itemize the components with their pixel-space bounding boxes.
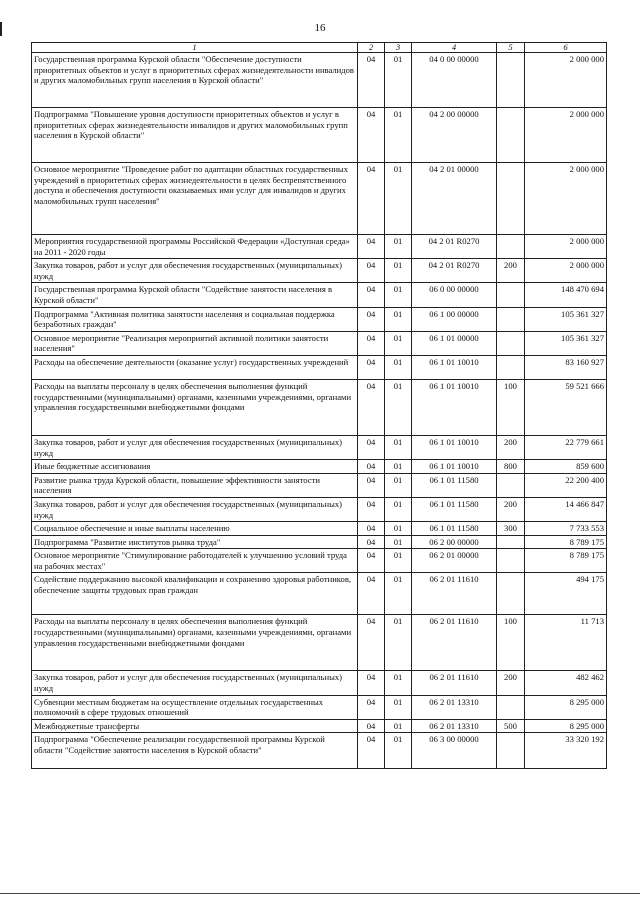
column-header: 4 xyxy=(412,43,497,53)
cell-pr: 01 xyxy=(385,163,412,235)
cell-pr: 01 xyxy=(385,695,412,719)
column-header: 5 xyxy=(497,43,525,53)
cell-name: Государственная программа Курской области "Обеспечение доступности приоритетных объектов и услуг в приоритетных сферах жизнедеятельности инвалидов и других маломобильных групп населения в Курской области" xyxy=(32,53,358,108)
cell-sum: 2 000 000 xyxy=(525,235,607,259)
cell-pr: 01 xyxy=(385,733,412,769)
cell-name: Расходы на обеспечение деятельности (оказание услуг) государственных учреждений xyxy=(32,355,358,379)
cell-sum: 2 000 000 xyxy=(525,163,607,235)
cell-csr: 04 2 01 R0270 xyxy=(412,259,497,283)
cell-pr: 01 xyxy=(385,53,412,108)
cell-vr: 300 xyxy=(497,522,525,536)
cell-csr: 06 1 00 00000 xyxy=(412,307,497,331)
cell-sum: 2 000 000 xyxy=(525,53,607,108)
cell-rz: 04 xyxy=(358,549,385,573)
cell-sum: 859 600 xyxy=(525,460,607,474)
page-bottom-line xyxy=(0,893,640,894)
table-row xyxy=(32,573,607,615)
cell-rz: 04 xyxy=(358,573,385,615)
cell-csr: 06 2 01 00000 xyxy=(412,549,497,573)
cell-rz: 04 xyxy=(358,719,385,733)
cell-csr: 06 2 01 11610 xyxy=(412,671,497,695)
cell-csr: 06 1 01 10010 xyxy=(412,435,497,459)
cell-vr xyxy=(497,733,525,769)
cell-pr: 01 xyxy=(385,549,412,573)
cell-name: Подпрограмма "Повышение уровня доступности приоритетных объектов и услуг в приоритетных сферах жизнедеятельности инвалидов и других маломобильных групп населения в Курской области" xyxy=(32,108,358,163)
cell-name: Межбюджетные трансферты xyxy=(32,719,358,733)
table-row xyxy=(32,522,607,536)
cell-rz: 04 xyxy=(358,379,385,435)
cell-sum: 11 713 xyxy=(525,615,607,671)
cell-pr: 01 xyxy=(385,719,412,733)
cell-name: Основное мероприятие "Реализация мероприятий активной политики занятости населения" xyxy=(32,331,358,355)
cell-sum: 8 295 000 xyxy=(525,695,607,719)
header-row xyxy=(32,43,607,53)
cell-pr: 01 xyxy=(385,497,412,521)
cell-csr: 04 2 01 00000 xyxy=(412,163,497,235)
cell-vr xyxy=(497,163,525,235)
table-row xyxy=(32,473,607,497)
cell-vr: 200 xyxy=(497,671,525,695)
cell-csr: 06 1 01 00000 xyxy=(412,331,497,355)
table-row xyxy=(32,355,607,379)
cell-pr: 01 xyxy=(385,307,412,331)
cell-rz: 04 xyxy=(358,435,385,459)
cell-name: Основное мероприятие "Проведение работ по адаптации областных государственных учреждений в приоритетных сферах жизнедеятельности в целях беспрепятственного доступа и обеспечения доступности оказываемых ими услуг для инвалидов и других маломобильных групп населения" xyxy=(32,163,358,235)
cell-vr xyxy=(497,535,525,549)
cell-pr: 01 xyxy=(385,473,412,497)
cell-rz: 04 xyxy=(358,283,385,307)
cell-sum: 8 295 000 xyxy=(525,719,607,733)
cell-rz: 04 xyxy=(358,163,385,235)
cell-name: Субвенции местным бюджетам на осуществление отдельных государственных полномочий в сфере трудовых отношений xyxy=(32,695,358,719)
cell-sum: 105 361 327 xyxy=(525,307,607,331)
table-row xyxy=(32,549,607,573)
table-row xyxy=(32,435,607,459)
cell-csr: 04 2 00 00000 xyxy=(412,108,497,163)
table-row xyxy=(32,719,607,733)
table-row xyxy=(32,671,607,695)
column-header: 2 xyxy=(358,43,385,53)
cell-sum: 83 160 927 xyxy=(525,355,607,379)
cell-sum: 8 789 175 xyxy=(525,535,607,549)
cell-sum: 494 175 xyxy=(525,573,607,615)
cell-pr: 01 xyxy=(385,573,412,615)
cell-rz: 04 xyxy=(358,108,385,163)
cell-sum: 148 470 694 xyxy=(525,283,607,307)
cell-name: Основное мероприятие "Стимулирование работодателей к улучшению условий труда на рабочих местах" xyxy=(32,549,358,573)
cell-csr: 06 2 01 11610 xyxy=(412,615,497,671)
cell-csr: 04 2 01 R0270 xyxy=(412,235,497,259)
cell-rz: 04 xyxy=(358,355,385,379)
table-row xyxy=(32,259,607,283)
cell-csr: 06 1 01 10010 xyxy=(412,460,497,474)
cell-csr: 06 0 00 00000 xyxy=(412,283,497,307)
cell-rz: 04 xyxy=(358,259,385,283)
table-row xyxy=(32,615,607,671)
cell-rz: 04 xyxy=(358,473,385,497)
cell-pr: 01 xyxy=(385,235,412,259)
cell-name: Подпрограмма "Развитие институтов рынка труда" xyxy=(32,535,358,549)
cell-vr xyxy=(497,549,525,573)
cell-rz: 04 xyxy=(358,235,385,259)
cell-csr: 06 2 01 11610 xyxy=(412,573,497,615)
cell-rz: 04 xyxy=(358,733,385,769)
cell-pr: 01 xyxy=(385,615,412,671)
cell-rz: 04 xyxy=(358,615,385,671)
table-row xyxy=(32,331,607,355)
cell-sum: 22 200 400 xyxy=(525,473,607,497)
cell-rz: 04 xyxy=(358,497,385,521)
cell-sum: 59 521 666 xyxy=(525,379,607,435)
cell-vr: 100 xyxy=(497,379,525,435)
cell-name: Закупка товаров, работ и услуг для обеспечения государственных (муниципальных) нужд xyxy=(32,671,358,695)
cell-name: Подпрограмма "Обеспечение реализации государственной программы Курской области "Содействие занятости населения в Курской области" xyxy=(32,733,358,769)
table-row xyxy=(32,235,607,259)
cell-vr xyxy=(497,283,525,307)
cell-pr: 01 xyxy=(385,331,412,355)
cell-name: Подпрограмма "Активная политика занятости населения и социальная поддержка безработных граждан" xyxy=(32,307,358,331)
cell-vr: 200 xyxy=(497,497,525,521)
table-row xyxy=(32,535,607,549)
cell-rz: 04 xyxy=(358,53,385,108)
budget-table xyxy=(31,42,607,769)
cell-name: Государственная программа Курской области "Содействие занятости населения в Курской области" xyxy=(32,283,358,307)
cell-csr: 06 1 01 11580 xyxy=(412,497,497,521)
cell-vr xyxy=(497,235,525,259)
table-row xyxy=(32,695,607,719)
cell-name: Социальное обеспечение и иные выплаты населению xyxy=(32,522,358,536)
cell-csr: 06 1 01 10010 xyxy=(412,379,497,435)
cell-name: Содействие поддержанию высокой квалификации и сохранению здоровья работников, обеспечение защиты трудовых прав граждан xyxy=(32,573,358,615)
cell-rz: 04 xyxy=(358,522,385,536)
table-row xyxy=(32,108,607,163)
cell-rz: 04 xyxy=(358,671,385,695)
cell-sum: 105 361 327 xyxy=(525,331,607,355)
cell-pr: 01 xyxy=(385,259,412,283)
cell-pr: 01 xyxy=(385,435,412,459)
cell-sum: 14 466 847 xyxy=(525,497,607,521)
cell-pr: 01 xyxy=(385,535,412,549)
cell-sum: 482 462 xyxy=(525,671,607,695)
cell-pr: 01 xyxy=(385,379,412,435)
table-row xyxy=(32,733,607,769)
cell-name: Развитие рынка труда Курской области, повышение эффективности занятости населения xyxy=(32,473,358,497)
cell-name: Расходы на выплаты персоналу в целях обеспечения выполнения функций государственными (муниципальными) органами, казенными учреждениями, органами управления государственными внебюджетными фондами xyxy=(32,615,358,671)
cell-vr: 800 xyxy=(497,460,525,474)
cell-csr: 06 1 01 11580 xyxy=(412,522,497,536)
cell-vr xyxy=(497,307,525,331)
cell-sum: 7 733 553 xyxy=(525,522,607,536)
cell-name: Иные бюджетные ассигнования xyxy=(32,460,358,474)
cell-name: Закупка товаров, работ и услуг для обеспечения государственных (муниципальных) нужд xyxy=(32,497,358,521)
table-row xyxy=(32,460,607,474)
cell-csr: 06 1 01 10010 xyxy=(412,355,497,379)
cell-pr: 01 xyxy=(385,283,412,307)
cell-sum: 8 789 175 xyxy=(525,549,607,573)
cell-vr: 500 xyxy=(497,719,525,733)
cell-csr: 06 2 01 13310 xyxy=(412,719,497,733)
table-row xyxy=(32,307,607,331)
column-header: 1 xyxy=(32,43,358,53)
cell-sum: 22 779 661 xyxy=(525,435,607,459)
table-row xyxy=(32,379,607,435)
cell-vr xyxy=(497,355,525,379)
table-row xyxy=(32,497,607,521)
cell-vr xyxy=(497,695,525,719)
table-row xyxy=(32,163,607,235)
column-header: 6 xyxy=(525,43,607,53)
cell-vr: 200 xyxy=(497,259,525,283)
cell-csr: 04 0 00 00000 xyxy=(412,53,497,108)
cell-pr: 01 xyxy=(385,671,412,695)
cell-rz: 04 xyxy=(358,695,385,719)
cell-vr: 200 xyxy=(497,435,525,459)
cell-vr: 100 xyxy=(497,615,525,671)
cell-name: Мероприятия государственной программы Российской Федерации «Доступная среда» на 2011 - 2020 годы xyxy=(32,235,358,259)
cell-vr xyxy=(497,108,525,163)
cell-name: Закупка товаров, работ и услуг для обеспечения государственных (муниципальных) нужд xyxy=(32,259,358,283)
cell-name: Расходы на выплаты персоналу в целях обеспечения выполнения функций государственными (муниципальными) органами, казенными учреждениями, органами управления государственными внебюджетными фондами xyxy=(32,379,358,435)
cell-pr: 01 xyxy=(385,355,412,379)
cell-rz: 04 xyxy=(358,535,385,549)
cell-vr xyxy=(497,573,525,615)
cell-csr: 06 1 01 11580 xyxy=(412,473,497,497)
cell-pr: 01 xyxy=(385,108,412,163)
column-header: 3 xyxy=(385,43,412,53)
cell-name: Закупка товаров, работ и услуг для обеспечения государственных (муниципальных) нужд xyxy=(32,435,358,459)
cell-vr xyxy=(497,473,525,497)
cell-sum: 2 000 000 xyxy=(525,108,607,163)
table-row xyxy=(32,283,607,307)
cell-csr: 06 2 01 13310 xyxy=(412,695,497,719)
cell-rz: 04 xyxy=(358,331,385,355)
page-number: 16 xyxy=(314,22,326,34)
cell-sum: 33 320 192 xyxy=(525,733,607,769)
table-row xyxy=(32,53,607,108)
cell-csr: 06 3 00 00000 xyxy=(412,733,497,769)
cell-pr: 01 xyxy=(385,522,412,536)
cell-csr: 06 2 00 00000 xyxy=(412,535,497,549)
cell-sum: 2 000 000 xyxy=(525,259,607,283)
cell-rz: 04 xyxy=(358,307,385,331)
cell-pr: 01 xyxy=(385,460,412,474)
cell-vr xyxy=(497,331,525,355)
cell-vr xyxy=(497,53,525,108)
cell-rz: 04 xyxy=(358,460,385,474)
